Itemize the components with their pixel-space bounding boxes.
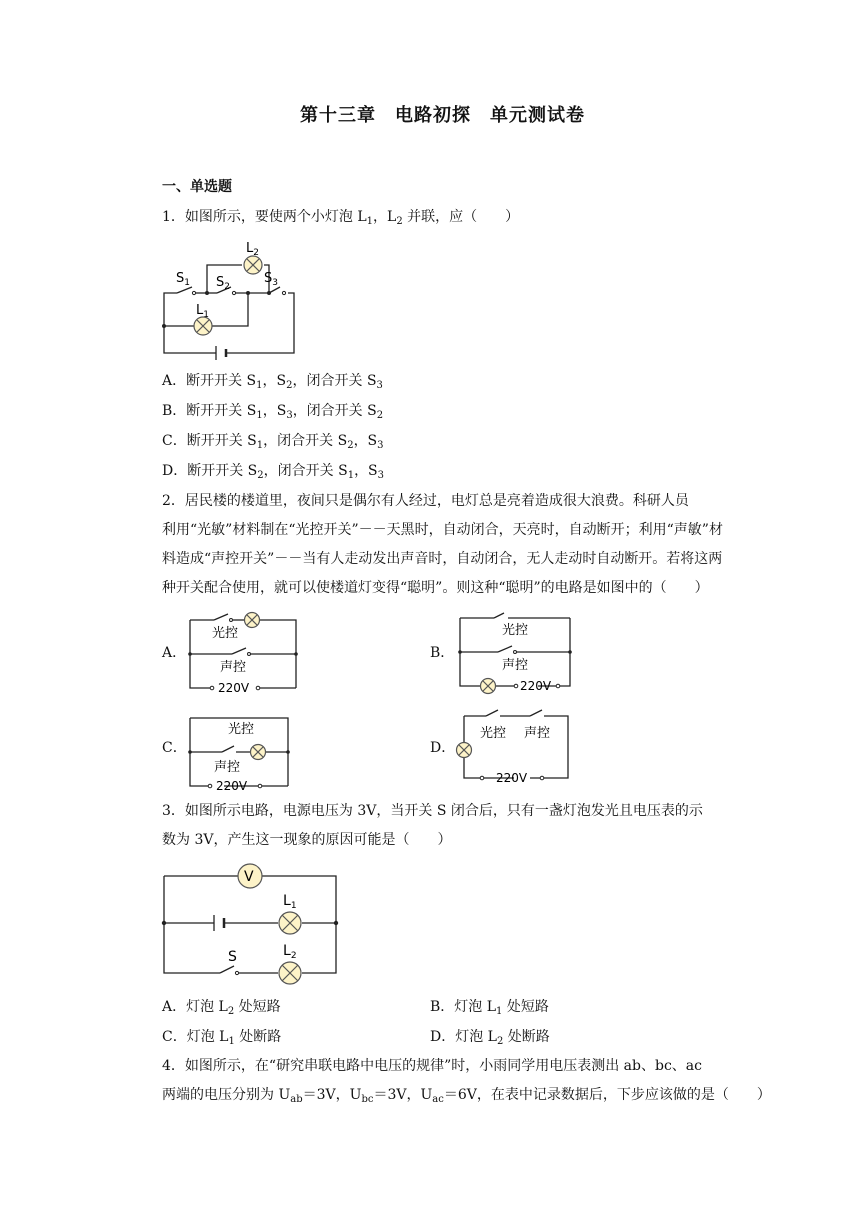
q3-option-c[interactable]: C．灯泡 $L_1$ 处断路 <box>162 1029 282 1047</box>
q3-line-1: 3．如图所示电路，电源电压为 3V，当开关 S 闭合后，只有一盏灯泡发光且电压表的示 <box>162 803 703 819</box>
q1-stem: 1．如图所示，要使两个小灯泡 $L_1$，$L_2$ 并联，应（ ） <box>162 209 520 227</box>
q3-option-d[interactable]: D．灯泡 $L_2$ 处断路 <box>430 1029 550 1047</box>
q2-line-1: 2．居民楼的楼道里，夜间只是偶尔有人经过，电灯总是亮着造成很大浪费。科研人员 <box>162 493 689 509</box>
q2c-voltage-label: 220V <box>216 779 248 793</box>
q2b-voltage-label: 220V <box>520 679 552 693</box>
q1-label-S3: $S_3$ <box>264 271 278 288</box>
q2-circuit-c[interactable] <box>188 714 293 794</box>
q2a-light-label: 光控 <box>212 626 239 641</box>
q2-line-3: 料造成“声控开关”－－当有人走动发出声音时，自动闭合，无人走动时自动断开。若将这两 <box>162 551 723 567</box>
q2-option-a-label[interactable]: A． <box>162 645 187 661</box>
q2-line-2: 利用“光敏”材料制在“光控开关”－－天黑时，自动闭合，天亮时，自动断开；利用“声敏”材 <box>162 522 723 538</box>
q3-label-S: S <box>228 949 237 965</box>
q2-line-4: 种开关配合使用，就可以使楼道灯变得“聪明”。则这种“聪明”的电路是如图中的（ ） <box>162 580 709 596</box>
q2-circuit-b[interactable] <box>458 614 573 694</box>
q2-option-b-label[interactable]: B． <box>430 645 455 661</box>
q2d-voltage-label: 220V <box>496 771 528 785</box>
q2-circuit-a[interactable] <box>188 608 298 693</box>
q3-option-a[interactable]: A．灯泡 $L_2$ 处短路 <box>162 999 281 1017</box>
q1-option-b[interactable]: B．断开开关 $S_1$，$S_3$，闭合开关 $S_2$ <box>162 403 384 421</box>
q2-circuit-d[interactable] <box>458 710 573 790</box>
q1-label-L1: $L_1$ <box>196 303 209 320</box>
q2d-sound-label: 声控 <box>524 726 551 741</box>
q3-line-2: 数为 3V，产生这一现象的原因可能是（ ） <box>162 832 452 848</box>
q4-line-2: 两端的电压分别为 $U_{ab}=3V$，$U_{bc}=3V$，$U_{ac}=6V$，在表中记录数据后，下步应该做的是（ ） <box>162 1087 771 1105</box>
q3-voltmeter-label: V <box>244 869 254 885</box>
q2-option-c-label[interactable]: C． <box>162 740 187 756</box>
q3-option-b[interactable]: B．灯泡 $L_1$ 处短路 <box>430 999 549 1017</box>
page-title: 第十三章 电路初探 单元测试卷 <box>300 105 585 126</box>
q1-circuit-diagram <box>160 238 300 358</box>
q3-circuit-diagram <box>160 856 340 981</box>
q2-option-d-label[interactable]: D． <box>430 740 456 756</box>
q3-label-L2: $L_2$ <box>283 943 297 961</box>
q2a-voltage-label: 220V <box>218 681 250 695</box>
q2a-sound-label: 声控 <box>220 660 247 675</box>
q2b-sound-label: 声控 <box>502 658 529 673</box>
q1-label-S2: $S_2$ <box>216 275 230 292</box>
q1-option-c[interactable]: C．断开开关 $S_1$，闭合开关 $S_2$，$S_3$ <box>162 433 384 451</box>
q2d-light-label: 光控 <box>480 726 507 741</box>
q1-option-d[interactable]: D．断开开关 $S_2$，闭合开关 $S_1$，$S_3$ <box>162 463 385 481</box>
q1-option-a[interactable]: A．断开开关 $S_1$，$S_2$，闭合开关 $S_3$ <box>162 373 383 391</box>
q3-label-L1: $L_1$ <box>283 893 297 911</box>
q1-label-S1: $S_1$ <box>176 271 190 288</box>
q4-line-1: 4．如图所示，在“研究串联电路中电压的规律”时，小雨同学用电压表测出 ab、bc、ac <box>162 1058 702 1074</box>
q2c-light-label: 光控 <box>228 722 255 737</box>
q2b-light-label: 光控 <box>502 623 529 638</box>
section-heading: 一、单选题 <box>162 179 232 195</box>
q1-label-L2: $L_2$ <box>246 241 259 258</box>
q2c-sound-label: 声控 <box>214 760 241 775</box>
